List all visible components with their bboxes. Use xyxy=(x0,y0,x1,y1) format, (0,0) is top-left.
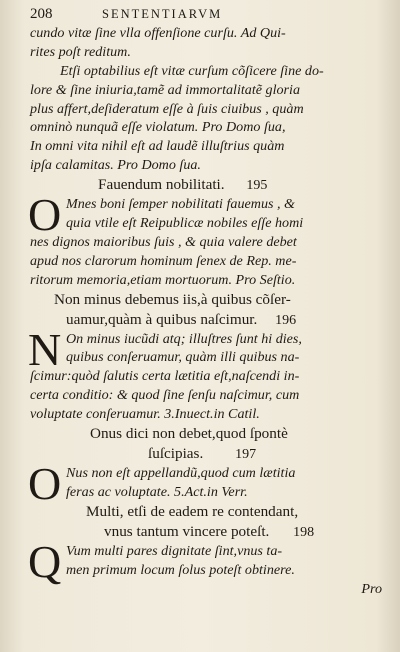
text-line: Nus non eſt appellandũ,quod cum lætitia xyxy=(66,465,296,482)
heading-text: uamur,quàm à quibus naſcimur. xyxy=(66,310,258,328)
catchword: Pro xyxy=(361,580,382,597)
page-number: 208 xyxy=(30,6,53,22)
text-line: quia vtile eſt Reipublicæ nobiles eſſe homi xyxy=(66,215,304,232)
heading-text: Fauendum nobilitati. xyxy=(98,176,225,194)
sentence-number: 196 xyxy=(275,312,297,328)
sentence-body xyxy=(28,189,382,289)
heading-text: Multi, etſi de eadem re contendant, xyxy=(86,502,299,520)
drop-capital: O xyxy=(28,189,62,241)
heading-text: Onus dici non debet,quod ſpontè xyxy=(90,425,288,443)
heading-text: Non minus debemus iis,à quibus cõſer- xyxy=(54,290,291,308)
text-line: On minus iucũdi atq; illuſtres ſunt hi dies, xyxy=(66,330,302,347)
sentence-heading xyxy=(30,444,382,464)
sentence-heading xyxy=(30,175,382,195)
text-line: Etſi optabilius eſt vitæ curſum cõſicere ſine do- xyxy=(60,62,324,79)
text-line: quibus conſeruamur, quàm illi quibus na- xyxy=(66,349,300,366)
text-line: men primum locum ſolus poteſt obtinere. xyxy=(66,561,295,578)
sentence-body xyxy=(28,535,382,587)
sentence-heading xyxy=(30,522,382,542)
heading-text: ſuſcipias. xyxy=(148,445,204,463)
text-line: rites poſt reditum. xyxy=(30,43,131,60)
text-line: apud nos clarorum hominum ſenex de Rep. me- xyxy=(30,252,297,269)
text-line: In omni vita nihil eſt ad laudẽ illuſtrius quàm xyxy=(30,138,285,155)
text-line: feras ac voluptate. 5.Act.in Verr. xyxy=(66,483,248,500)
drop-capital: O xyxy=(28,458,62,510)
text-line: cundo vitæ ſine vlla offenſione curſu. Ad Qui- xyxy=(30,25,286,41)
sentence-number: 197 xyxy=(235,447,257,463)
text-line: nes dignos maioribus ſuis , & quia valere debet xyxy=(30,233,297,250)
text-line: ritorum memoria,etiam mortuorum. Pro Seſtio. xyxy=(30,271,296,288)
text-line: Vum multi pares dignitate ſint,vnus ta- xyxy=(66,542,283,559)
text-block xyxy=(30,24,382,598)
sentence-heading xyxy=(30,310,382,330)
text-line: ipſa calamitas. Pro Domo ſua. xyxy=(30,157,201,174)
text-line: lore & ſine iniuria,tamẽ ad immortalitatẽ gloria xyxy=(30,81,300,98)
text-line: Mnes boni ſemper nobilitati fauemus , & xyxy=(66,196,296,213)
sentence-number: 198 xyxy=(293,524,315,540)
running-title: SENTENTIARVM xyxy=(102,7,223,21)
text-line: voluptate conſeruamur. 3.Inuect.in Catil. xyxy=(30,406,260,423)
text-line: certa conditio: & quod ſine ſenſu naſcimur, cum xyxy=(30,387,300,404)
text-line: ſcimur:quòd ſalutis certa lætitia eſt,naſcendi in- xyxy=(30,368,300,385)
drop-capital: Q xyxy=(28,535,62,587)
drop-capital: N xyxy=(28,323,62,375)
sentence-number: 195 xyxy=(246,178,268,194)
page-header xyxy=(30,6,375,26)
sentence-heading xyxy=(30,502,382,522)
sentence-body xyxy=(28,323,382,424)
text-line: omninò nunquã eſſe violatum. Pro Domo ſua, xyxy=(30,119,286,136)
sentence-body xyxy=(28,458,382,510)
sentence-heading xyxy=(30,290,382,310)
heading-text: vnus tantum vincere poteſt. xyxy=(104,522,270,540)
text-line: plus affert,deſideratum eſſe à ſuis ciuibus , quàm xyxy=(30,100,304,117)
sentence-heading xyxy=(30,424,382,444)
